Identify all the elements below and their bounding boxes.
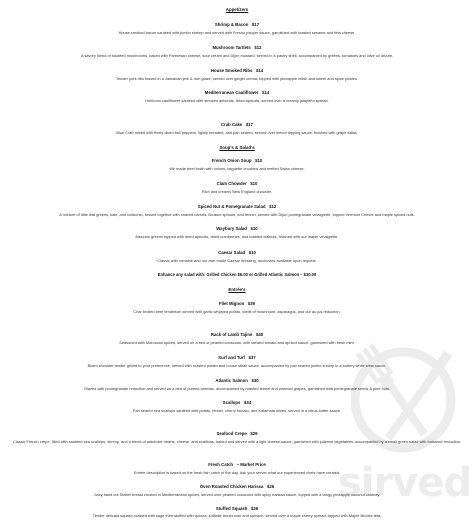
menu-item-price: $12	[269, 204, 277, 209]
menu-item-description: Char broiled beef tenderloin served with garlic whipped potato, confit of mushroom, asparagus, and our au jus reduction.	[133, 309, 341, 314]
menu-item-price: $10	[248, 250, 256, 255]
section-heading: Appetizers	[225, 7, 249, 12]
menu-item-title: Mediterranean Cauliflower	[204, 90, 259, 95]
menu-item-name	[0, 484, 474, 489]
menu-item-price: $26	[266, 484, 275, 489]
menu-item-title: Oven Roasted Chicken Harissa	[199, 484, 264, 489]
menu-item-title: Mushroom Tartlets	[212, 45, 251, 50]
menu-item-title: Fresh Catch	[208, 462, 234, 467]
watermark-brand: sirved	[338, 460, 472, 506]
menu-item-description: Blue Crab mixed with finely diced bell peppers, lightly breaded, and pan seared, served over lemon dipping sauce, finished with grape salsa.	[116, 130, 358, 135]
menu-item-price: $40	[255, 332, 264, 337]
menu-item-description: Rich and creamy New England chowder.	[201, 189, 273, 194]
menu-item-description: Juicy hand cut Statler breast crusted in Mediterranean spices, served over pearled couscous with spicy harissa sauce, topped with a tangy pineapple coconut chutney.	[93, 492, 381, 497]
menu-item-title: Spiced Nut & Pomegranate Salad	[197, 204, 266, 209]
menu-item-name	[0, 301, 474, 306]
menu-item-name	[0, 158, 474, 163]
menu-item-description: A mixture of little leaf greens, kale, and radicchio, tossed together with shaved carrots, Brussel sprouts, and fennel, served with Dijon pomegranate vinaigrette, topped Vermont Chevre and maple spiced nuts.	[59, 212, 415, 217]
menu-item-title: Surf and Turf	[218, 355, 245, 360]
menu-item-description: Entrée description is based on the fresh fish catch of the day. Ask your server what our experienced chefs have created.	[133, 470, 341, 475]
menu-item-description: A savory blend of sautéed mushrooms, baked with Parmesan cheese, sour cream and Dijon mustard, served in a pastry shell, accompanied by greens, tomatoes and olive oil drizzle.	[80, 53, 394, 58]
menu-item-name	[0, 22, 474, 27]
menu-item-name	[0, 122, 474, 127]
menu-item-title: Clam Chowder	[216, 181, 247, 186]
menu-item-title: Seafood Crepe	[216, 431, 247, 436]
menu-item-title: Crab Cake	[220, 122, 243, 127]
menu-item-title: Filet Mignon	[218, 301, 245, 306]
menu-item-price: $39	[247, 301, 256, 306]
menu-item-description: House smoked bacon sautéed with jumbo shrimp and served with Fresno pepper sauce, garnished with toasted sesame and feta cheese.	[118, 30, 356, 35]
menu-item-title: French Onion Soup	[211, 158, 252, 163]
fork-knife-plate-icon	[338, 330, 468, 480]
menu-item-description: Heirloom cauliflower sautéed with smoked almonds, dried apricots, served over a creamy jalapeño spread.	[145, 98, 329, 103]
salad-enhancement-note: Enhance any salad with: Grilled Chicken $6.00 or Grilled Atlantic Salmon – $10.00	[157, 272, 317, 277]
menu-item-description: Glazed with pomegranate reduction and served on a bed of pureed celeriac, accompanied by roasted fennel and warmed grapes, garnished with pomegranate seeds & pine nuts.	[83, 386, 391, 391]
menu-item-name	[0, 355, 474, 360]
menu-item-name	[0, 204, 474, 209]
menu-item-price: $12	[254, 45, 262, 50]
menu-item-price: $29	[250, 431, 258, 436]
menu-item-price: $26	[250, 506, 259, 511]
menu-item-price: $14	[255, 68, 264, 73]
menu-item-title: Shrimp & Bacon	[214, 22, 249, 27]
menu-item-description: Bistro shoulder tender grilled to your preference, served with roasted potato and house steak sauce, accompanied by pan seared jumbo shrimp in a buttery white wine sauce.	[87, 363, 387, 368]
menu-item-description: Seasoned with Moroccan spices, served on a bed of pearled couscous, with stewed tomato and apricot sauce, garnished with fresh mint.	[119, 340, 355, 345]
menu-item-description: Classic with romaine and our own made Caesar dressing, anchovies available upon request.	[157, 258, 317, 263]
menu-item-name	[0, 181, 474, 186]
menu-item-price: $10	[250, 181, 258, 186]
menu-item-price: $30	[251, 378, 259, 383]
menu-item-price: – Market Price	[236, 462, 266, 467]
menu-item-title: Waybury Salad	[216, 226, 247, 231]
menu-item-name	[0, 378, 474, 383]
menu-item-name	[0, 332, 474, 337]
menu-item-price: $17	[251, 22, 260, 27]
menu-item-title: Rack of Lamb Tajine	[210, 332, 253, 337]
menu-item-price: $10	[250, 226, 258, 231]
menu-item-title: Scallops	[222, 400, 241, 405]
menu-item-description: Tender delicata squash roasted with sage then stuffed with quinoa, shiitake mushroom and spinach, served over a maple cherry spread, topped with Maple Brooks feta.	[92, 513, 382, 518]
menu-item-description: Classic French crepe, filled with sautéed sea scallops, shrimp, and a blend of artichoke hearts, cheese, and scallions, baked and served with a light cheese sauce, garnished with julienne vegetables, accompanied by a small green salad with balsamic reduction.	[12, 439, 462, 444]
menu-item-name	[0, 400, 474, 405]
menu-item-price: $34	[244, 400, 252, 405]
menu-item-name	[0, 431, 474, 436]
section-heading: Soup's & Salad's	[219, 145, 255, 150]
menu-item-price: $37	[248, 355, 256, 360]
menu-item-price: $10	[255, 158, 263, 163]
menu-item-name	[0, 68, 474, 73]
menu-item-description: Mesclun greens topped with dried apricots, dried cranberries, and toasted walnuts, finished with our maple vinaigrette.	[135, 234, 339, 239]
menu-item-name	[0, 250, 474, 255]
menu-item-description: Tender pork ribs tossed in a Jamaican jerk & rum glaze, served over ginger crema, topped with pineapple relish and sweet and spice pickles.	[116, 76, 358, 81]
menu-item-title: Atlantic Salmon	[215, 378, 248, 383]
section-heading: Entrée's	[228, 287, 246, 292]
menu-item-name	[0, 90, 474, 95]
menu-item-title: Caesar Salad	[218, 250, 246, 255]
menu-item-description: Pan seared sea scallops sautéed with potato, fennel, cherry tomato, and Kalamata olives, served in a citrus butter sauce.	[132, 408, 342, 413]
menu-item-name	[0, 462, 474, 467]
menu-item-price: $17	[245, 122, 254, 127]
menu-item-title: Stuffed Squash	[215, 506, 248, 511]
menu-item-name	[0, 506, 474, 511]
menu-item-name	[0, 45, 474, 50]
menu-item-name	[0, 226, 474, 231]
menu-item-price: $14	[262, 90, 270, 95]
menu-item-title: House Smoked Ribs	[210, 68, 253, 73]
menu-item-description: We made beef broth with onions, baguette croutons and melted Swiss cheese.	[169, 166, 305, 171]
